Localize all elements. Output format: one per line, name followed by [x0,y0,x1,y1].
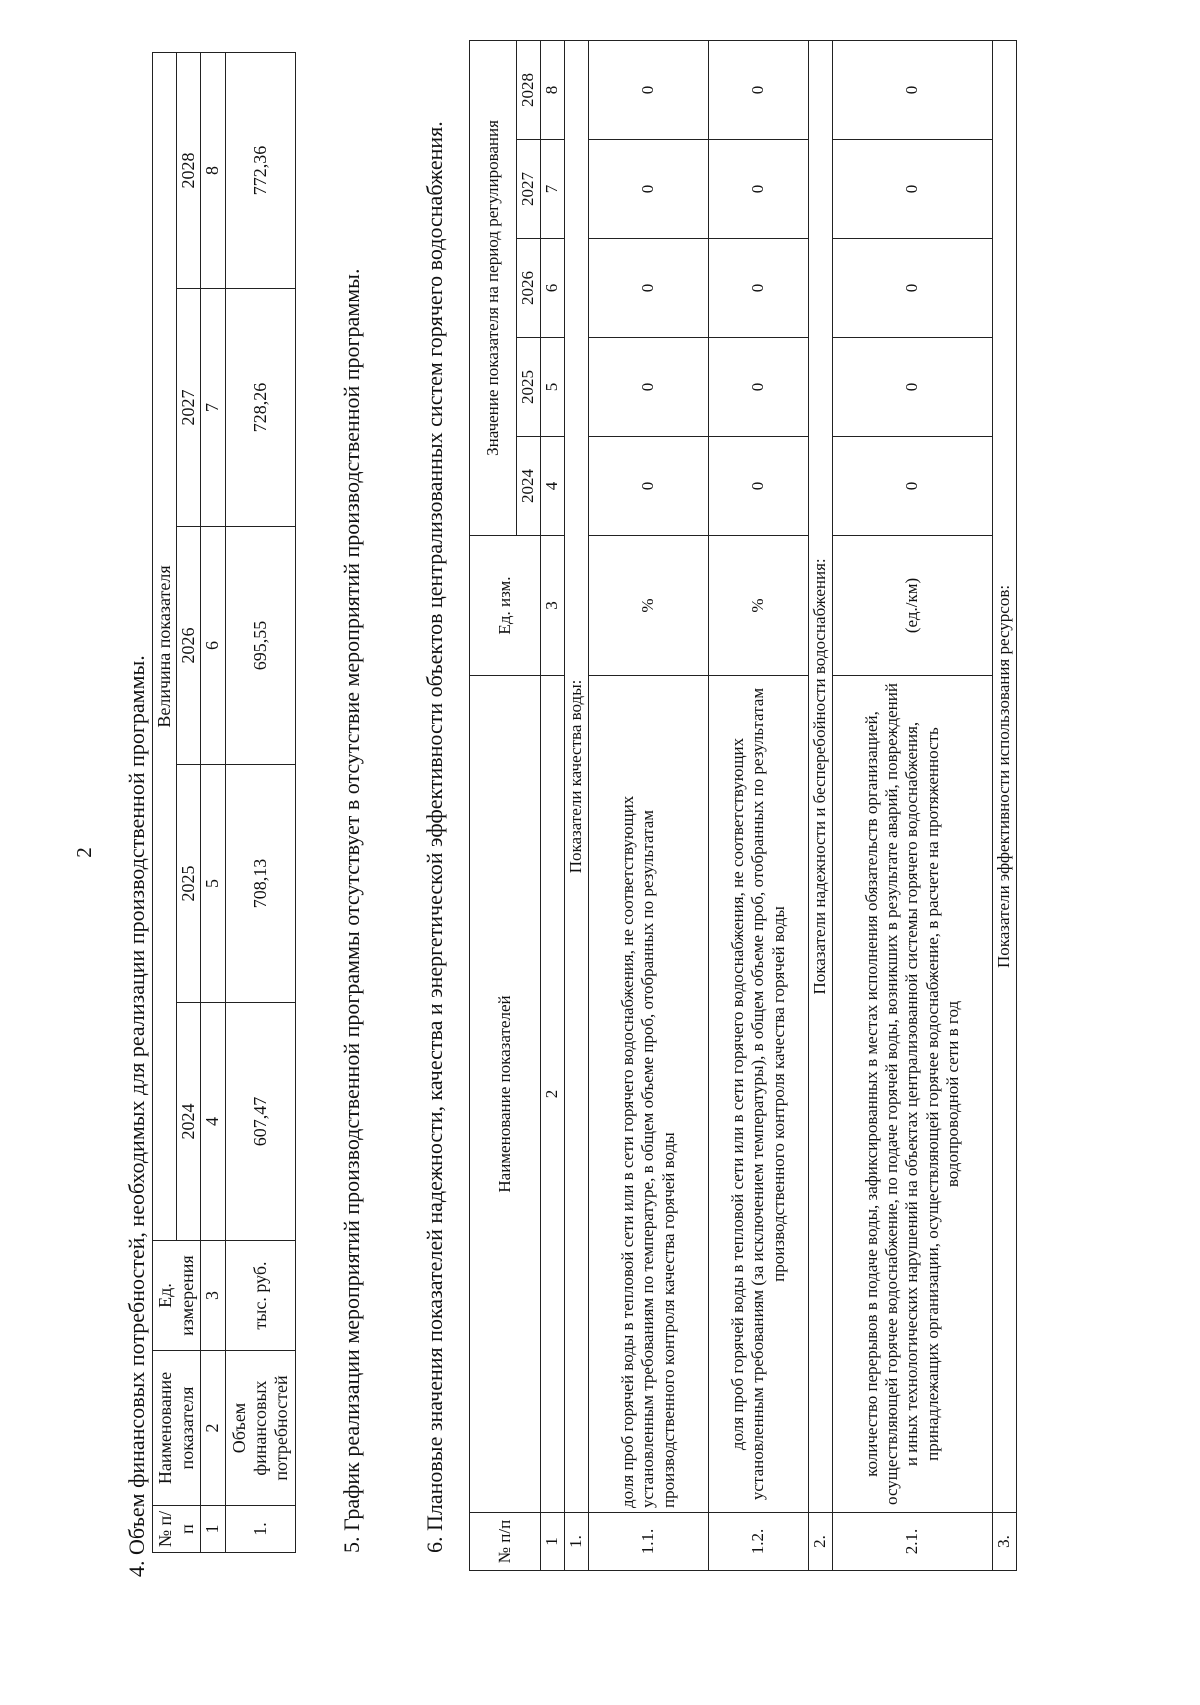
fin-header-year: 2027 [177,289,201,527]
ind-index-cell: 2 [541,676,565,1513]
financial-needs-table [152,52,296,1553]
row-num: 2.1. [833,1513,993,1571]
section-header-row [993,40,1017,1570]
section-header-row [565,40,589,1570]
fin-header-year: 2026 [177,527,201,765]
fin-row-num: 1. [226,1506,296,1553]
row-unit: (ед./км) [833,536,993,676]
row-name: доля проб горячей воды в тепловой сети или в сети горячего водоснабжения, не соответствующих установленным требованиям по температуре, в общем объеме проб, отобранных по результатам производственного контроля качества горячей воды [589,676,709,1513]
row-value: 0 [709,437,809,536]
fin-header-name: Наименование показателя [153,1351,201,1506]
ind-index-cell: 5 [541,338,565,437]
fin-row-unit: тыс. руб. [226,1241,296,1351]
row-value: 0 [589,437,709,536]
row-unit: % [589,536,709,676]
section-header-row [809,40,833,1570]
ind-index-cell: 8 [541,40,565,139]
section-title: Показатели надежности и бесперебойности водоснабжения: [809,40,833,1512]
ind-header-year: 2027 [517,140,541,239]
fin-row-value: 772,36 [226,52,296,288]
ind-header-group: Значение показателя на период регулирования [470,40,517,535]
ind-header-name: Наименование показателей [470,676,541,1513]
section4-title: 4. Объем финансовых потребностей, необходимых для реализации производственной программы. [124,655,149,1577]
row-value: 0 [589,140,709,239]
fin-header-year: 2024 [177,1003,201,1241]
ind-header-year: 2024 [517,437,541,536]
fin-header-group: Величина показателя [153,52,177,1240]
row-num: 1.2. [709,1513,809,1571]
fin-header-year: 2025 [177,765,201,1003]
section-num: 2. [809,1513,833,1571]
page-number: 2 [72,847,96,858]
fin-index-cell: 3 [201,1241,226,1351]
ind-index-cell: 4 [541,437,565,536]
row-value: 0 [833,140,993,239]
row-value: 0 [833,40,993,139]
row-num: 1.1. [589,1513,709,1571]
row-value: 0 [833,437,993,536]
fin-index-cell: 8 [201,52,226,288]
row-name: доля проб горячей воды в тепловой сети или в сети горячего водоснабжения, не соответствующих установленным требованиям (за исключением температуры), в общем объеме проб, отобранных по результатам производственного контроля качества горячей воды [709,676,809,1513]
fin-row-name: Объем финансовых потребностей [226,1351,296,1506]
ind-header-year: 2028 [517,40,541,139]
row-value: 0 [589,40,709,139]
ind-index-cell: 1 [541,1513,565,1571]
table-row [833,40,993,1570]
ind-header-unit: Ед. изм. [470,536,541,676]
fin-header-year: 2028 [177,52,201,288]
ind-header-num: № п/п [470,1513,541,1571]
section5-text: 5. График реализации мероприятий производственной программы отсутствует в отсутствие мероприятий производственной программы. [339,268,364,1553]
fin-index-cell: 7 [201,289,226,527]
ind-header-year: 2026 [517,239,541,338]
row-value: 0 [589,338,709,437]
row-unit: % [709,536,809,676]
ind-index-cell: 6 [541,239,565,338]
ind-index-cell: 7 [541,140,565,239]
row-value: 0 [709,338,809,437]
ind-header-year: 2025 [517,338,541,437]
section-title: Показатели эффективности использования ресурсов: [993,40,1017,1512]
row-value: 0 [709,140,809,239]
fin-row-value: 695,55 [226,527,296,765]
fin-row-value: 607,47 [226,1003,296,1241]
row-value: 0 [709,239,809,338]
table-row [226,52,296,1552]
fin-row-value: 708,13 [226,765,296,1003]
indicators-table [469,40,1017,1571]
ind-index-cell: 3 [541,536,565,676]
fin-index-cell: 6 [201,527,226,765]
row-value: 0 [709,40,809,139]
fin-index-cell: 2 [201,1351,226,1506]
fin-header-num: № п/п [153,1506,201,1553]
table-row [589,40,709,1570]
section-title: Показатели качества воды: [565,40,589,1512]
row-name: количество перерывов в подаче воды, зафиксированных в местах исполнения обязательств организацией, осуществляющей горячее водоснабжение, по подаче горячей воды, возникших в результате аварий, повреждений и иных технологических нарушений на объектах централизованной системы горячего водоснабжения, принадлежащих организации, осуществляющей горячее водоснабжение, в расчете на протяженность водопроводной сети в год [833,676,993,1513]
fin-header-unit: Ед. измерения [153,1241,201,1351]
row-value: 0 [833,239,993,338]
row-value: 0 [833,338,993,437]
fin-row-value: 728,26 [226,289,296,527]
table-row [709,40,809,1570]
row-value: 0 [589,239,709,338]
section-num: 3. [993,1513,1017,1571]
fin-index-cell: 1 [201,1506,226,1553]
section-num: 1. [565,1513,589,1571]
fin-index-cell: 5 [201,765,226,1003]
section6-title: 6. Плановые значения показателей надежности, качества и энергетической эффективности объектов централизованных систем горячего водоснабжения. [422,121,447,1553]
fin-index-cell: 4 [201,1003,226,1241]
